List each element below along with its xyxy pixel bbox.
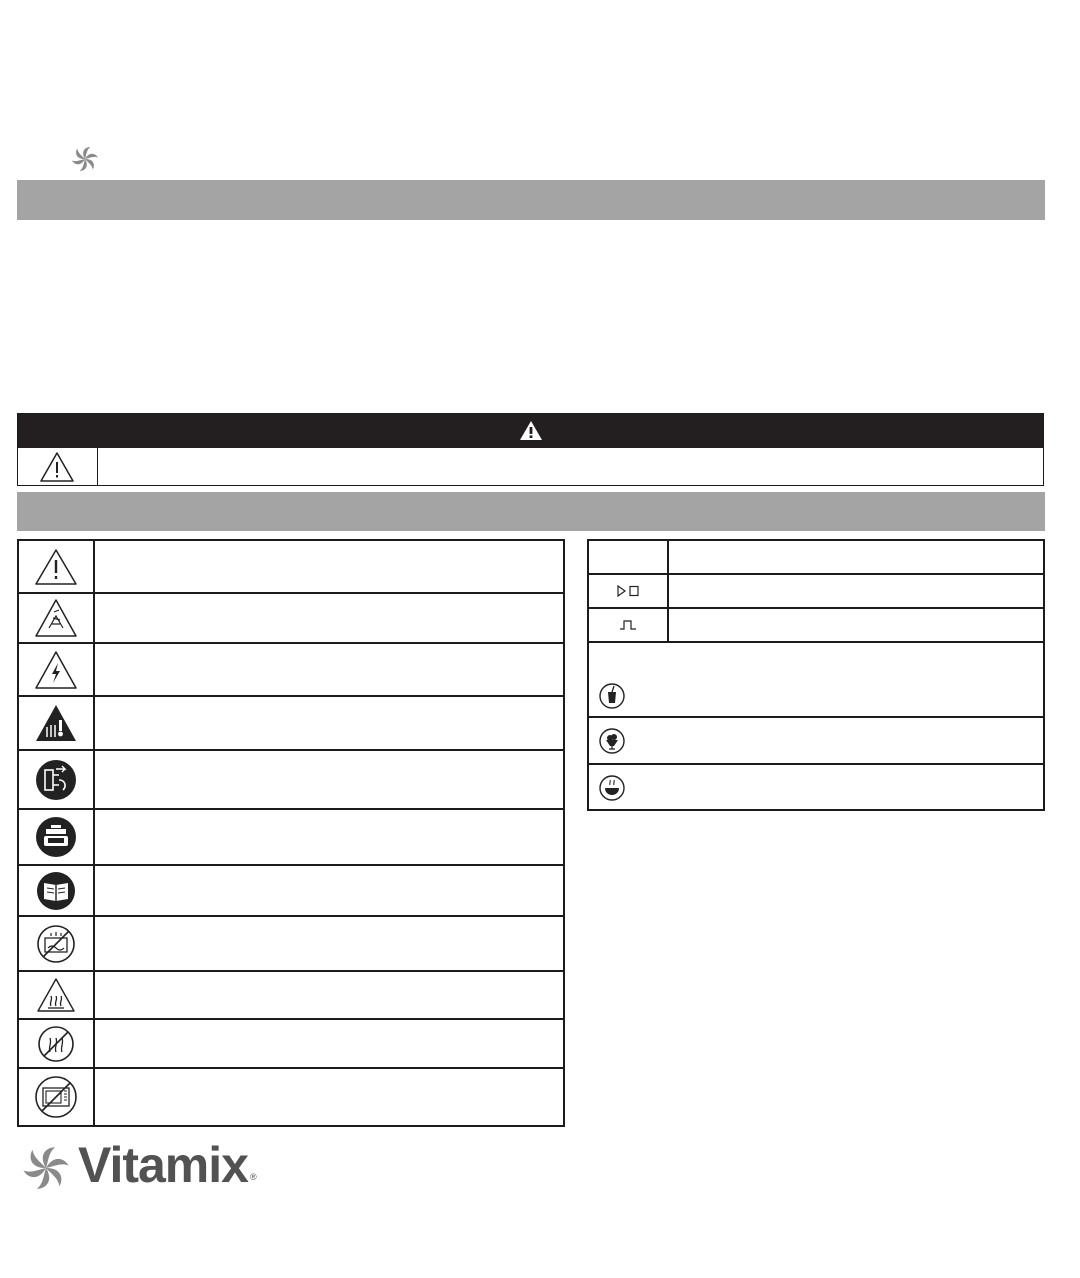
symbol-description [94,540,564,593]
brand-registered-mark: ® [250,1172,257,1182]
symbol-description [94,971,564,1019]
no-microwave-icon [34,1075,78,1119]
frozen-dessert-icon [599,728,625,754]
section-bar-top [17,180,1045,220]
symbol-cell [18,916,94,971]
lid-on-icon [35,816,77,858]
warning-header [18,414,1043,448]
symbol-cell [18,1019,94,1068]
unplug-icon [35,759,77,801]
symbol-description [94,1019,564,1068]
symbol-cell [18,750,94,809]
section-bar-symbols [17,492,1045,531]
table-row [588,717,1044,764]
program-cell [588,717,1044,764]
symbol-description [94,1068,564,1126]
vitamix-logo [20,1137,260,1196]
symbol-description [94,750,564,809]
symbol-description [94,593,564,643]
vitamix-swirl-icon [20,1142,72,1194]
table-row [588,574,1044,608]
read-manual-icon [36,871,76,911]
symbol-cell [588,540,668,574]
table-row [588,608,1044,642]
smoothie-icon [599,683,625,709]
symbol-description [94,696,564,750]
symbol-cell [18,540,94,593]
symbol-description [668,574,1044,608]
hot-surface-hazard-icon [34,703,78,743]
control-symbols-table [587,539,1045,811]
symbol-cell [18,809,94,865]
brand-wordmark: Vitamix [78,1137,248,1193]
electric-shock-icon [34,650,78,690]
symbol-cell [18,1068,94,1126]
symbol-description [668,608,1044,642]
warning-panel [17,413,1044,486]
table-row [18,643,564,696]
program-cell [588,764,1044,810]
symbol-cell [588,608,668,642]
table-row [588,642,1044,717]
symbol-cell [18,696,94,750]
warning-triangle-filled-icon [519,420,543,441]
warning-icon-cell [18,448,98,485]
table-row [18,540,564,593]
safety-symbols-table [17,539,565,1127]
table-row [18,971,564,1019]
table-row [18,1068,564,1126]
table-row [18,809,564,865]
table-row [588,764,1044,810]
symbol-description [94,809,564,865]
symbol-description [94,916,564,971]
table-row [18,593,564,643]
symbol-cell [18,971,94,1019]
no-heat-icon [37,1025,75,1063]
symbol-description [94,865,564,916]
vitamix-swirl-icon [70,144,100,174]
hot-soup-icon [599,775,625,801]
symbol-description [668,540,1044,574]
table-row [18,865,564,916]
table-row [18,750,564,809]
symbol-description [94,643,564,696]
symbol-cell [18,865,94,916]
warning-triangle-icon [34,548,78,586]
symbol-cell [18,593,94,643]
table-row [588,540,1044,574]
table-row [18,1019,564,1068]
symbol-cell [588,574,668,608]
warning-triangle-outline-icon [39,451,75,483]
symbol-cell [18,643,94,696]
no-dishwasher-icon [36,924,76,964]
table-row [18,696,564,750]
start-stop-icon [617,585,639,597]
pulse-icon [619,619,637,631]
hot-liquid-icon [36,977,76,1013]
table-row [18,916,564,971]
program-cell [588,642,1044,717]
blade-hazard-icon [34,598,78,638]
